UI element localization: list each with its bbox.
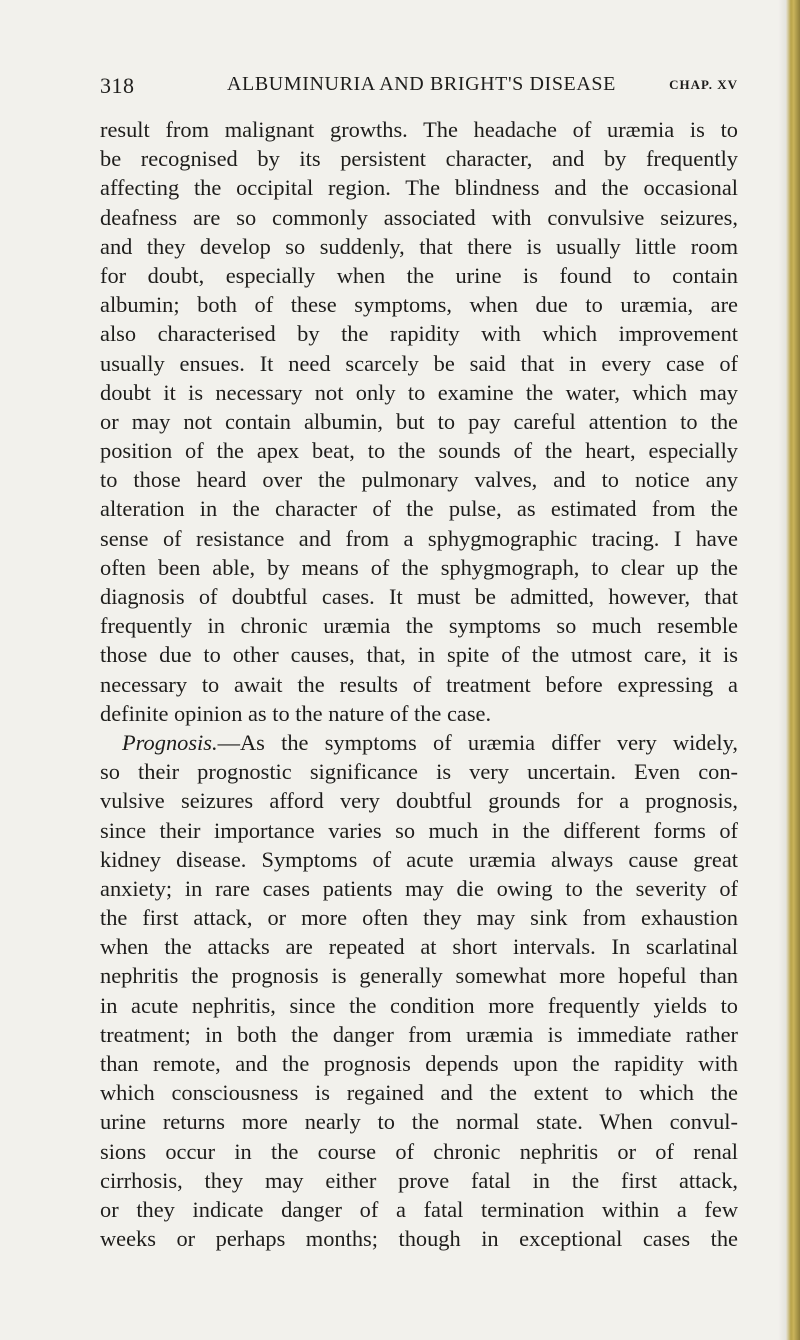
text-line: deafness are so commonly associated with convulsive seizures,: [100, 204, 738, 230]
text-line: to those heard over the pulmonary valves, and to notice any: [100, 467, 738, 493]
text-line: which consciousness is regained and the extent to which the: [100, 1080, 738, 1106]
text-line: position of the apex beat, to the sounds of the heart, especially: [100, 438, 738, 464]
text-line: nephritis the prognosis is generally somewhat more hopeful than: [100, 963, 738, 989]
paragraph-2: [100, 728, 738, 1253]
page-header: [100, 73, 738, 103]
text-line: in acute nephritis, since the condition more frequently yields to: [100, 992, 738, 1018]
text-line: frequently in chronic uræmia the symptoms so much resemble: [100, 613, 738, 639]
text-line: treatment; in both the danger from uræmia is immediate rather: [100, 1021, 738, 1047]
text-line: the first attack, or more often they may sink from exhaustion: [100, 905, 738, 931]
text-line: diagnosis of doubtful cases. It must be admitted, however, that: [100, 584, 738, 609]
text-line: since their importance varies so much in the different forms of: [100, 817, 738, 843]
text-line: affecting the occipital region. The blindness and the occasional: [100, 175, 738, 201]
text-fragment: —As the symptoms of uræmia differ very widely,: [217, 729, 738, 755]
page-gutter-shadow: [778, 0, 786, 1340]
section-heading-prognosis: Prognosis.: [122, 729, 218, 755]
chapter-label: CHAP. XV: [669, 77, 738, 92]
text-line: than remote, and the prognosis depends upon the rapidity with: [100, 1051, 738, 1076]
body-text: [100, 115, 738, 1253]
text-line: urine returns more nearly to the normal state. When convul-: [100, 1109, 738, 1135]
text-line: kidney disease. Symptoms of acute uræmia always cause great: [100, 846, 738, 872]
text-line: often been able, by means of the sphygmograph, to clear up the: [100, 554, 738, 580]
text-line: [100, 728, 738, 757]
text-line: vulsive seizures afford very doubtful grounds for a prognosis,: [100, 788, 738, 814]
text-line: be recognised by its persistent character, and by frequently: [100, 146, 738, 172]
text-line: so their prognostic significance is very uncertain. Even con-: [100, 759, 738, 785]
text-line: those due to other causes, that, in spite of the utmost care, it is: [100, 642, 738, 668]
page-edge: [786, 0, 800, 1340]
text-line: weeks or perhaps months; though in exceptional cases the: [100, 1226, 738, 1252]
text-line: usually ensues. It need scarcely be said that in every case of: [100, 350, 738, 376]
text-line: when the attacks are repeated at short intervals. In scarlatinal: [100, 934, 738, 960]
running-title: ALBUMINURIA AND BRIGHT'S DISEASE: [227, 73, 616, 95]
text-line: sions occur in the course of chronic nephritis or of renal: [100, 1138, 738, 1164]
text-line: anxiety; in rare cases patients may die owing to the severity of: [100, 875, 738, 901]
text-line: or may not contain albumin, but to pay careful attention to the: [100, 408, 738, 434]
text-line: cirrhosis, they may either prove fatal in the first attack,: [100, 1167, 738, 1193]
text-line: for doubt, especially when the urine is found to contain: [100, 262, 738, 288]
text-line: and they develop so suddenly, that there is usually little room: [100, 233, 738, 259]
text-line: necessary to await the results of treatment before expressing a: [100, 671, 738, 697]
text-line: result from malignant growths. The headache of uræmia is to: [100, 117, 738, 142]
text-line: definite opinion as to the nature of the case.: [100, 700, 492, 726]
page-number: 318: [100, 73, 135, 98]
text-line: sense of resistance and from a sphygmographic tracing. I have: [100, 525, 738, 551]
text-line: also characterised by the rapidity with which improvement: [100, 321, 738, 347]
text-line: alteration in the character of the pulse, as estimated from the: [100, 496, 738, 522]
text-line: albumin; both of these symptoms, when due to uræmia, are: [100, 292, 738, 318]
text-line: or they indicate danger of a fatal termination within a few: [100, 1196, 738, 1222]
paragraph-1: [100, 115, 738, 728]
text-line: doubt it is necessary not only to examine the water, which may: [100, 379, 738, 405]
